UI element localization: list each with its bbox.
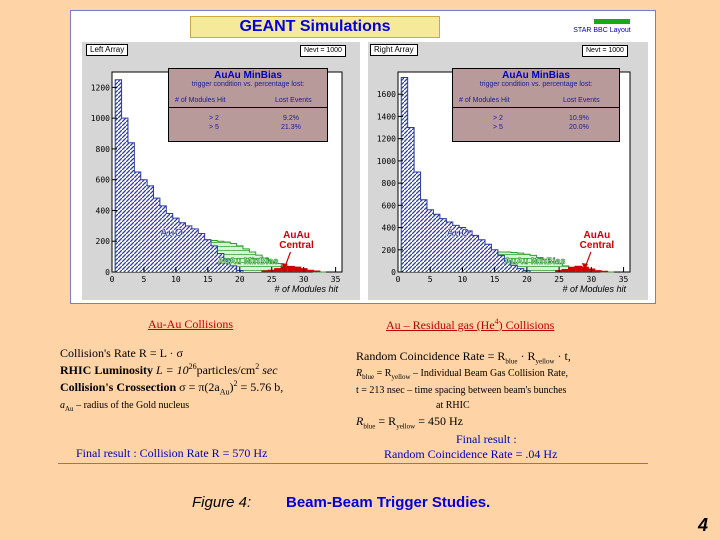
bar-auo-14 <box>198 234 204 272</box>
left-final-result: Final result : Collision Rate R = 570 Hz <box>76 446 268 460</box>
bar-auau-central-28 <box>288 267 294 272</box>
left-line3-sub: Au <box>219 387 230 397</box>
right-line1 <box>356 349 571 365</box>
y-tick-label-800: 800 <box>381 179 396 189</box>
figure-label: Figure 4: <box>192 494 252 511</box>
left-line3-label: Collision's Crossection <box>60 380 177 394</box>
right-line1-sub1: blue <box>505 357 518 366</box>
right-line4: at RHIC <box>436 400 470 411</box>
y-tick-label-400: 400 <box>95 206 110 216</box>
left-line3 <box>60 379 283 396</box>
x-tick-label-35: 35 <box>330 275 341 284</box>
x-tick-label-5: 5 <box>427 275 433 284</box>
x-tick-label-15: 15 <box>489 275 500 284</box>
left-line2-unit: particles/cm <box>196 363 256 377</box>
x-tick-label-30: 30 <box>298 275 309 284</box>
right-line1-sub2: yellow <box>535 357 555 366</box>
right-line5-sub1: blue <box>363 422 376 431</box>
y-tick-label-600: 600 <box>381 201 396 211</box>
left-info-r2c2: 21.3% <box>281 124 301 131</box>
bar-auo-13 <box>192 229 198 272</box>
y-tick-label-1200: 1200 <box>376 134 396 144</box>
left-info-col2: Lost Events <box>275 97 312 104</box>
bar-auo-19 <box>230 266 236 272</box>
x-tick-label-0: 0 <box>395 275 401 284</box>
right-info-box <box>452 68 620 142</box>
right-line1-text: Random Coincidence Rate = R <box>356 349 506 363</box>
bar-auo-1 <box>401 78 407 272</box>
x-tick-label-15: 15 <box>203 275 213 284</box>
right-line5-b: = R <box>375 414 397 428</box>
annotation-central-2: Central <box>579 240 615 251</box>
right-events-label: Nevt = 1000 <box>582 45 628 57</box>
annotation-minbias: AuAu MinBias <box>217 256 279 266</box>
x-tick-label-20: 20 <box>234 275 245 284</box>
divider-line <box>58 463 648 464</box>
right-line2 <box>356 368 568 381</box>
left-line2-exp2: 2 <box>255 362 260 371</box>
x-axis-label: # of Modules hit <box>562 284 626 294</box>
x-tick-label-0: 0 <box>109 275 115 284</box>
x-tick-label-20: 20 <box>522 275 532 284</box>
bar-auo-14 <box>485 244 491 272</box>
figure-title: GEANT Simulations <box>190 16 440 38</box>
y-tick-label-200: 200 <box>95 237 110 247</box>
bar-auo-5 <box>141 180 147 272</box>
left-line4-var: a <box>60 400 65 411</box>
right-line2-a: R <box>356 368 363 379</box>
left-line4-sub: Au <box>65 405 74 413</box>
right-line5-c: = 450 Hz <box>415 414 464 428</box>
right-line3: t = 213 nsec – time spacing between beam's bunches <box>356 385 567 396</box>
y-tick-label-0: 0 <box>391 268 396 277</box>
x-tick-label-10: 10 <box>457 275 468 284</box>
logo <box>568 15 636 37</box>
x-axis-label: # of Modules hit <box>274 284 338 294</box>
right-line5 <box>356 414 463 430</box>
bar-auo-2 <box>408 128 414 272</box>
y-tick-label-800: 800 <box>95 144 110 154</box>
left-line3-exp: 2 <box>233 379 238 388</box>
left-panel-label: Left Array <box>86 44 128 56</box>
left-events-label: Nevt = 1000 <box>300 45 346 57</box>
right-info-col1: # of Modules Hit <box>459 97 510 104</box>
right-heading-text: Au – Residual gas (He <box>386 318 495 332</box>
y-tick-label-200: 200 <box>381 245 396 255</box>
annotation-auo: AuO <box>159 227 184 239</box>
bar-auo-2 <box>122 118 128 272</box>
left-info-subtitle: trigger condition vs. percentage lost: <box>191 81 305 88</box>
right-info-r1c2: 10.9% <box>569 115 589 122</box>
logo-text: STAR BBC Layout <box>573 27 631 34</box>
right-line2-sub1: blue <box>362 373 375 381</box>
annotation-central-1: AuAu <box>583 230 611 241</box>
bar-auo-6 <box>147 186 153 272</box>
y-tick-label-400: 400 <box>381 223 396 233</box>
bar-auo-12 <box>472 235 478 272</box>
right-line1-mid: · R <box>517 349 536 363</box>
right-heading <box>386 317 554 333</box>
right-line2-sub2: yellow <box>391 373 411 381</box>
annotation-central-1: AuAu <box>283 230 310 241</box>
right-line5-sub2: yellow <box>396 422 416 431</box>
right-line5-a: R <box>356 414 364 428</box>
right-final-result: Random Coincidence Rate = .04 Hz <box>384 447 558 461</box>
right-info-r2c2: 20.0% <box>569 124 589 131</box>
annotation-auo: AuO <box>446 227 470 239</box>
bar-auo-4 <box>421 200 427 272</box>
y-tick-label-0: 0 <box>105 268 110 277</box>
right-info-divider <box>453 107 619 108</box>
x-tick-label-5: 5 <box>141 275 147 284</box>
x-tick-label-30: 30 <box>586 275 597 284</box>
bar-auo-3 <box>414 172 420 272</box>
y-tick-label-600: 600 <box>95 175 110 185</box>
left-line1: Collision's Rate R = L · σ <box>60 346 183 360</box>
logo-bar <box>594 19 630 24</box>
y-tick-label-1000: 1000 <box>376 156 396 166</box>
bar-auo-4 <box>134 172 140 272</box>
left-line3-result: = 5.76 b, <box>237 380 284 394</box>
right-info-col2: Lost Events <box>563 97 600 104</box>
left-line2-sec: sec <box>259 363 278 377</box>
left-line4 <box>60 400 189 413</box>
right-info-title: AuAu MinBias <box>502 70 570 81</box>
right-line1-end: · t, <box>554 349 571 363</box>
right-line2-b: = R <box>374 368 392 379</box>
x-tick-label-10: 10 <box>171 275 181 284</box>
figure-caption-title: Beam-Beam Trigger Studies. <box>286 494 491 511</box>
right-heading-sup: 4 <box>494 317 499 326</box>
bar-auo-5 <box>427 210 433 272</box>
left-line2 <box>60 362 278 378</box>
bar-auo-9 <box>166 214 172 272</box>
bar-auo-18 <box>511 265 517 272</box>
left-info-r1c1: > 2 <box>209 115 219 122</box>
left-line2-value: L = 10 <box>156 363 189 377</box>
left-info-r2c1: > 5 <box>209 124 219 131</box>
y-tick-label-1000: 1000 <box>90 114 110 124</box>
left-info-col1: # of Modules Hit <box>175 97 226 104</box>
x-tick-label-25: 25 <box>554 275 564 284</box>
left-info-r1c2: 9.2% <box>283 115 299 122</box>
bar-auo-12 <box>185 226 191 272</box>
bar-auo-6 <box>433 214 439 272</box>
y-tick-label-1600: 1600 <box>376 90 396 100</box>
bar-auau-central-28 <box>575 266 581 272</box>
left-line3-value: σ = π(2a <box>179 380 220 394</box>
right-info-r2c1: > 5 <box>493 124 503 131</box>
right-heading-end: ) Collisions <box>498 318 555 332</box>
left-info-box <box>168 68 328 142</box>
bar-auo-1 <box>115 80 121 272</box>
right-line2-c: – Individual Beam Gas Collision Rate, <box>410 368 569 379</box>
right-info-r1c1: > 2 <box>493 115 503 122</box>
x-tick-label-25: 25 <box>266 275 277 284</box>
x-tick-label-35: 35 <box>618 275 629 284</box>
left-line2-label: RHIC Luminosity <box>60 363 154 377</box>
left-info-divider <box>169 107 327 108</box>
left-line3-close: ) <box>229 380 234 394</box>
left-line2-exp: 26 <box>188 362 197 371</box>
right-final-label: Final result : <box>456 432 517 446</box>
right-info-subtitle: trigger condition vs. percentage lost: <box>479 81 593 88</box>
right-panel-label: Right Array <box>370 44 418 56</box>
bar-auo-19 <box>517 269 523 272</box>
annotation-central-2: Central <box>279 240 314 251</box>
y-tick-label-1200: 1200 <box>90 83 110 93</box>
left-info-title: AuAu MinBias <box>214 70 282 81</box>
page-number: 4 <box>698 515 709 535</box>
left-heading: Au-Au Collisions <box>148 317 234 331</box>
bar-auo-3 <box>128 143 134 272</box>
annotation-minbias: AuAu MinBias <box>504 256 566 266</box>
bar-auo-13 <box>479 240 485 272</box>
left-line4-rest: – radius of the Gold nucleus <box>73 400 190 411</box>
y-tick-label-1400: 1400 <box>376 112 396 122</box>
